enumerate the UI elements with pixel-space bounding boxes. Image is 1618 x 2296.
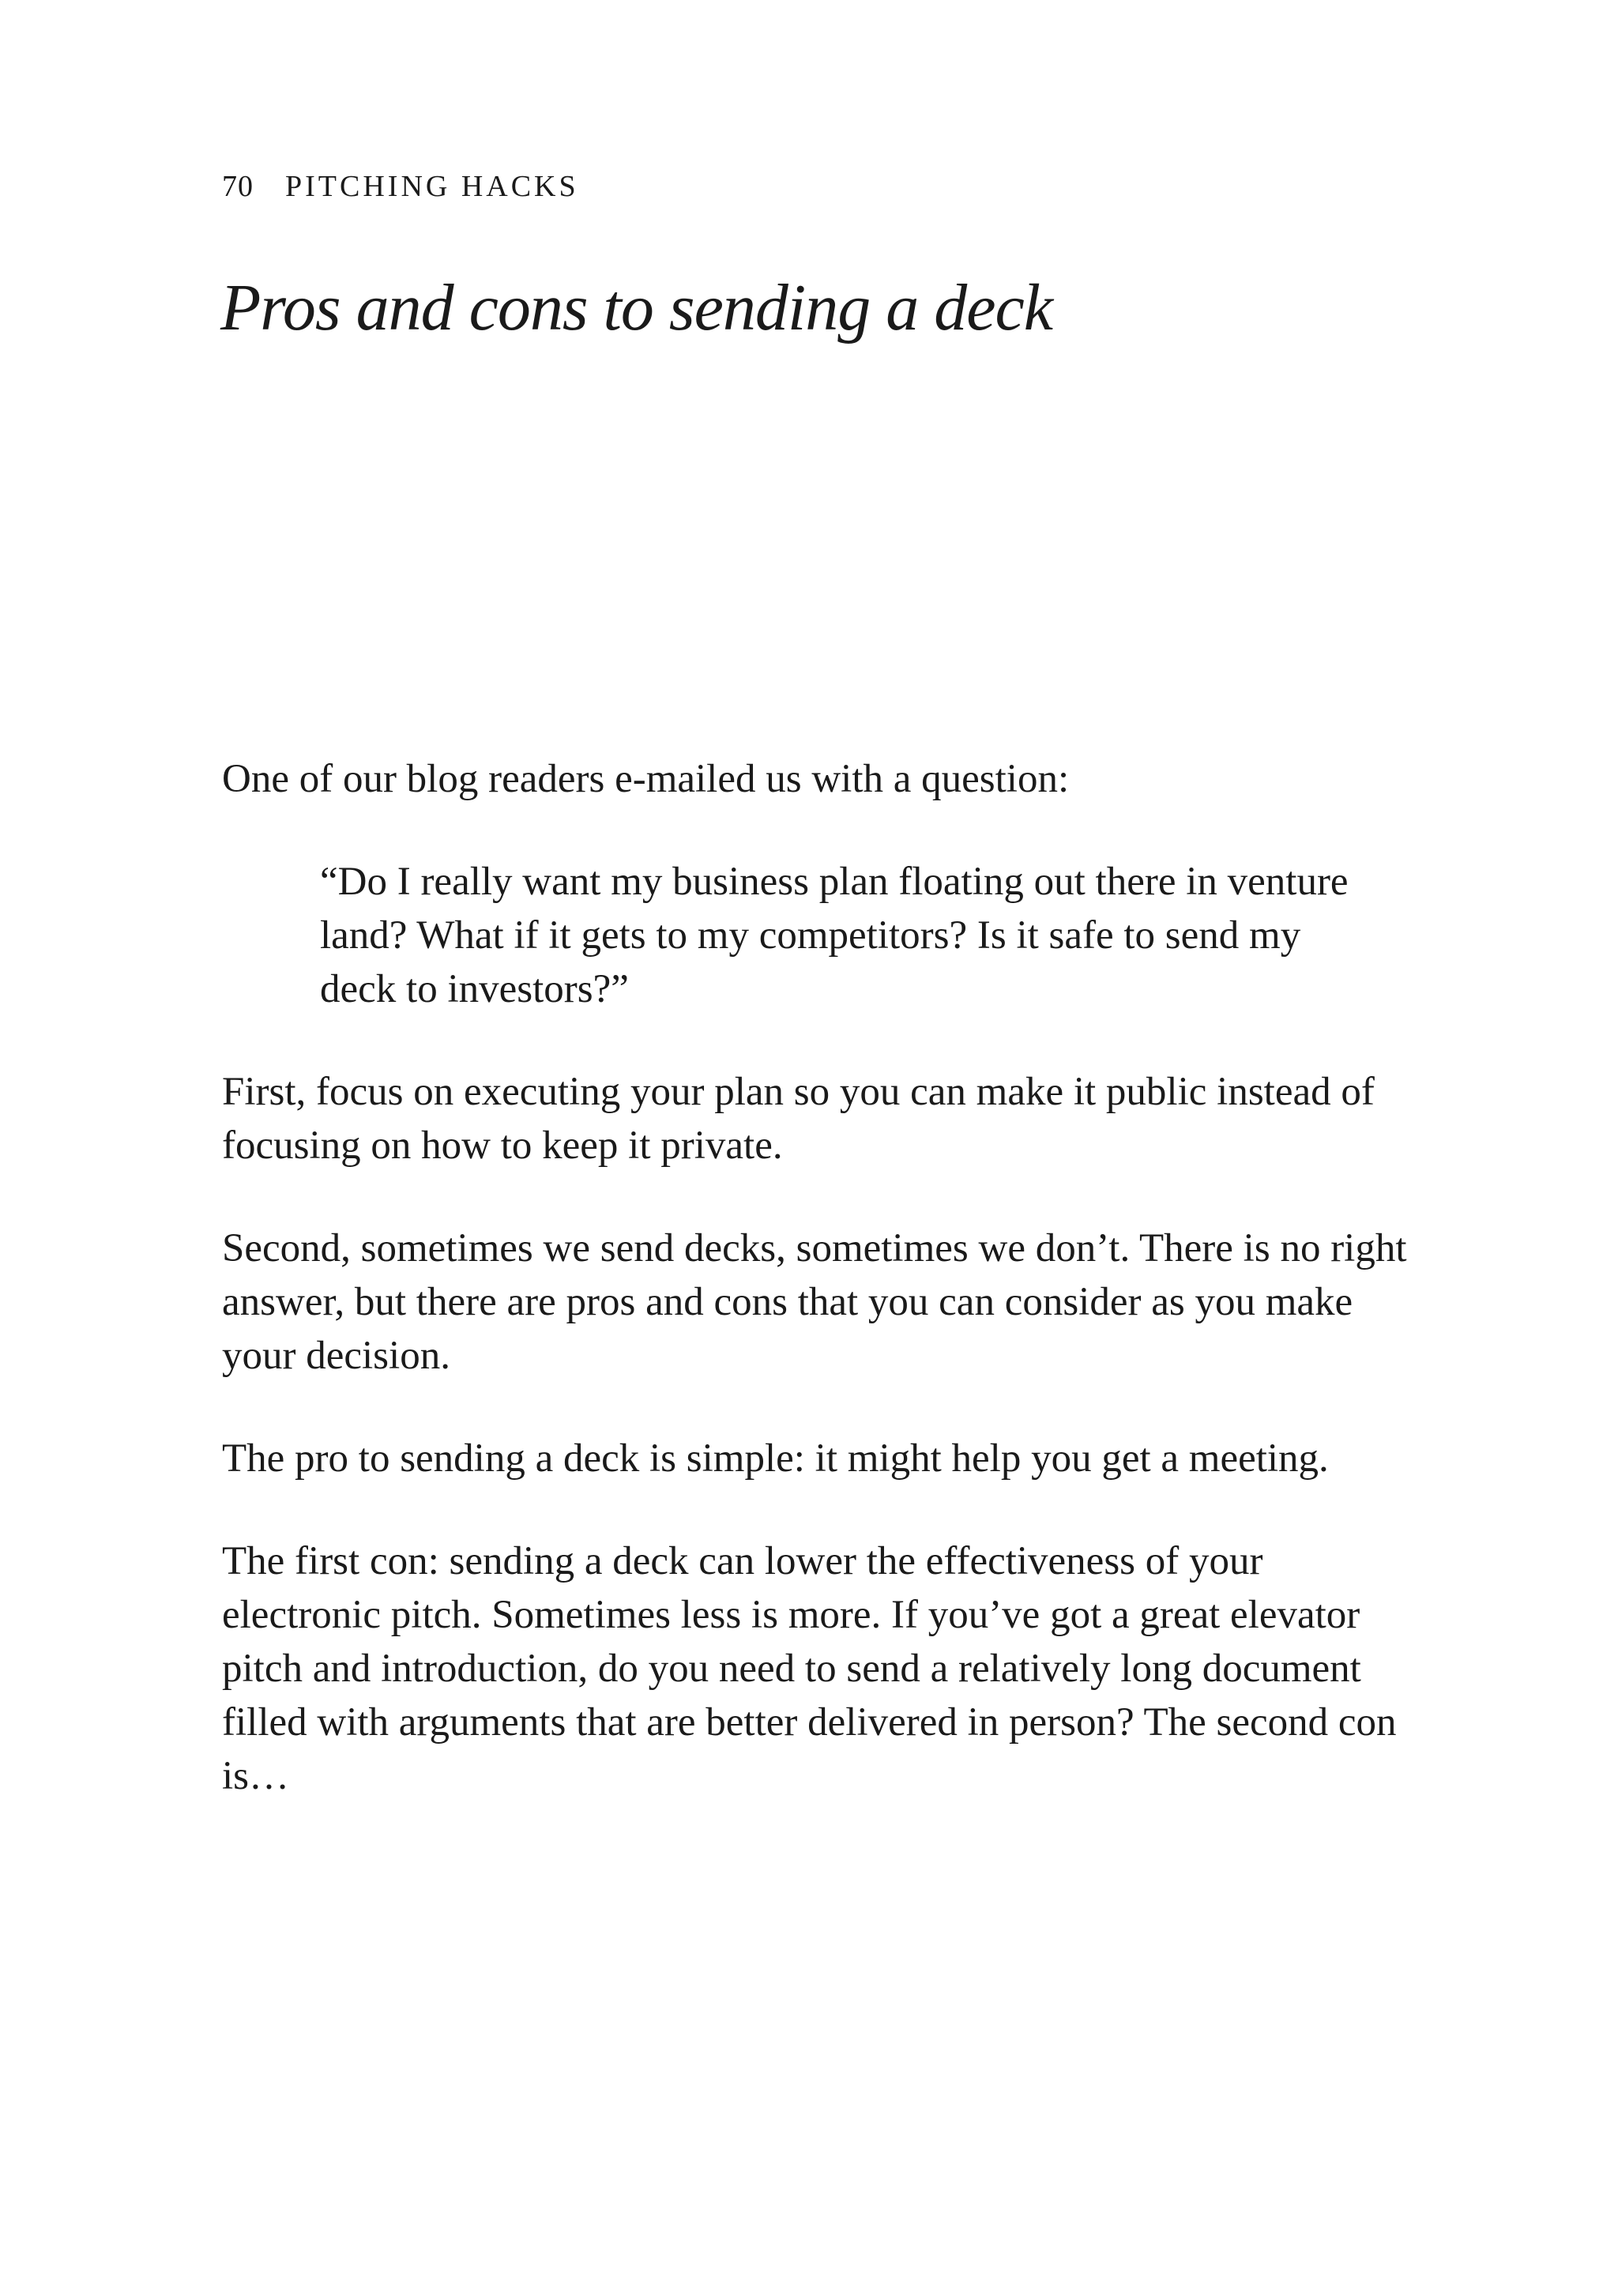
paragraph: First, focus on executing your plan so you can make it public instead of focusing on how to keep it private. [222, 1070, 1375, 1168]
running-title: PITCHING HACKS [285, 170, 579, 203]
paragraph: The pro to sending a deck is simple: it might help you get a meeting. [222, 1436, 1329, 1481]
paragraph: One of our blog readers e-mailed us with a question: [222, 757, 1070, 801]
paragraph: The first con: sending a deck can lower the effectiveness of your electronic pitch. Sometimes less is more. If you’ve got a great elevator pitch and introduction, do you need to send a relatively long document filled with arguments that are better delivered in person? The second con is… [222, 1539, 1397, 1798]
body-text [222, 752, 1407, 1852]
paragraph: Second, sometimes we send decks, sometimes we don’t. There is no right answer, but there are pros and cons that you can consider as you make your decision. [222, 1226, 1407, 1378]
page-number: 70 [222, 170, 254, 203]
chapter-title: Pros and cons to sending a deck [220, 271, 1053, 344]
running-header [222, 167, 579, 205]
reader-quote: “Do I really want my business plan floating out there in venture land? What if it gets to my competitors? Is it safe to send my deck to investors?” [320, 860, 1349, 1011]
